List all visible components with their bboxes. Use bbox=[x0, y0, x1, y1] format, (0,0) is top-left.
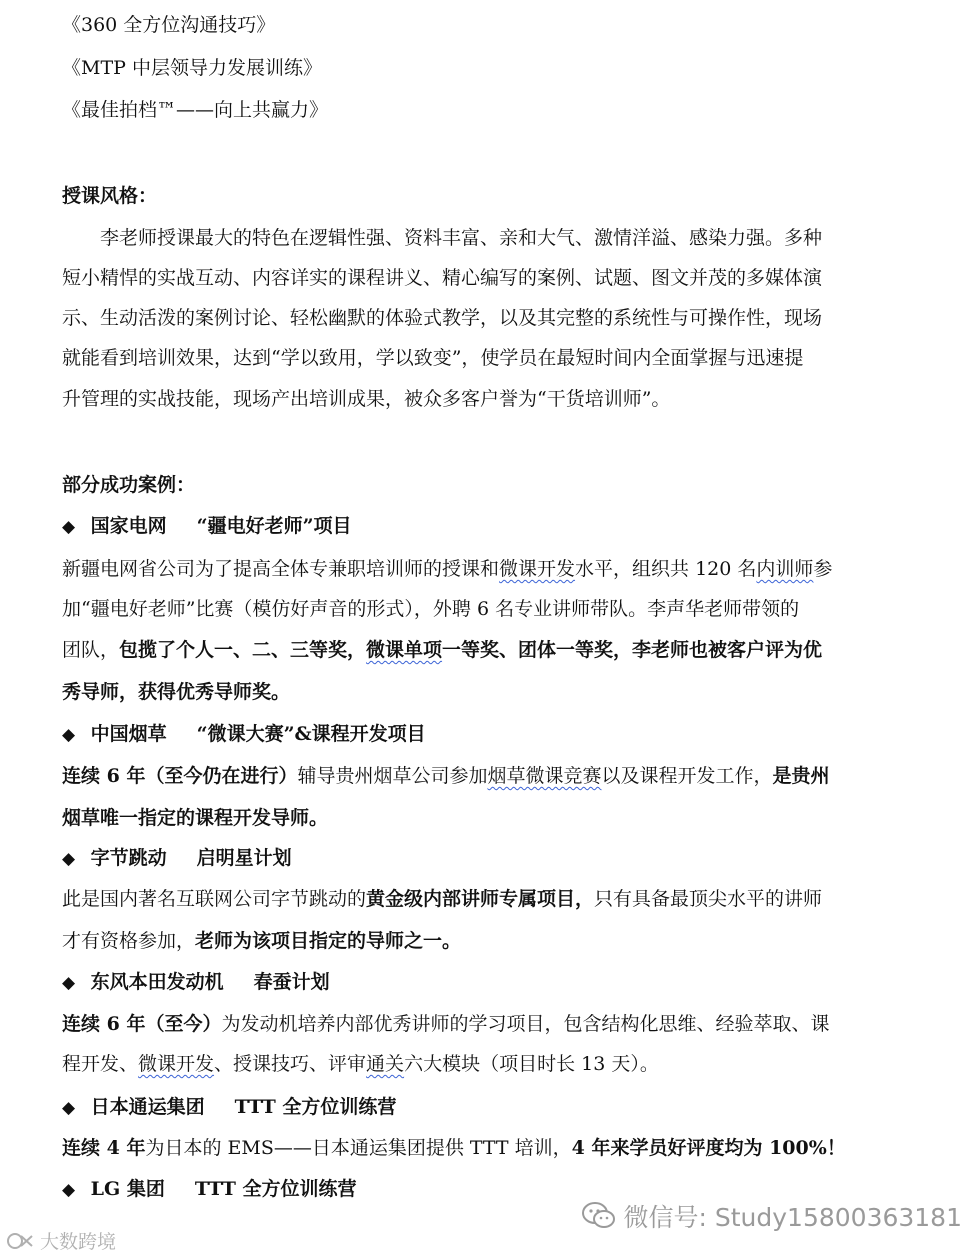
case-org: 东风本田发动机 bbox=[90, 971, 224, 993]
case-title bbox=[62, 721, 426, 748]
case-org: 国家电网 bbox=[90, 515, 167, 537]
section-heading-style: 授课风格： bbox=[62, 185, 158, 207]
text-run: 以及课程开发工作， bbox=[601, 765, 773, 787]
case-org: 字节跳动 bbox=[90, 847, 167, 869]
text-run: 此是国内著名互联网公司字节跳动的 bbox=[62, 888, 367, 910]
bold-text-run: 老师为该项目指定的导师之一。 bbox=[195, 930, 462, 952]
case-text-line bbox=[62, 556, 832, 582]
case-project: 启明星计划 bbox=[196, 847, 292, 869]
case-project: “微课大赛”&课程开发项目 bbox=[196, 723, 426, 745]
text-run: 团队， bbox=[62, 639, 120, 661]
case-text-line bbox=[62, 1135, 846, 1161]
case-project: TTT 全方位训练营 bbox=[194, 1178, 357, 1200]
diamond-bullet-icon: ◆ bbox=[62, 1098, 76, 1118]
case-title bbox=[62, 1176, 357, 1203]
case-title bbox=[62, 1094, 396, 1121]
spellcheck-word: 微课单项 bbox=[366, 639, 443, 661]
brand-text: 大数跨境 bbox=[40, 1231, 117, 1253]
logo-icon bbox=[6, 1230, 36, 1252]
diamond-bullet-icon: ◆ bbox=[62, 973, 76, 993]
text-run: 参 bbox=[813, 558, 833, 580]
case-text-line: 加“疆电好老师”比赛（模仿好声音的形式），外聘 6 名专业讲师带队。李声华老师带领的 bbox=[62, 598, 800, 620]
paragraph-line: 短小精悍的实战互动、内容详实的课程讲义、精心编写的案例、试题、图文并茂的多媒体演 bbox=[62, 267, 823, 289]
case-title bbox=[62, 513, 352, 540]
bold-text-run: 连续 6 年（至今） bbox=[62, 1013, 222, 1035]
case-title bbox=[62, 845, 292, 872]
diamond-bullet-icon: ◆ bbox=[62, 849, 76, 869]
course-item: 《最佳拍档™——向上共赢力》 bbox=[62, 99, 329, 121]
paragraph-line: 示、生动活泼的案例讨论、轻松幽默的体验式教学，以及其完整的系统性与可操作性，现场 bbox=[62, 307, 823, 329]
paragraph-line: 李老师授课最大的特色在逻辑性强、资料丰富、亲和大气、激情洋溢、感染力强。多种 bbox=[100, 227, 823, 249]
bold-text-run: 黄金级内部讲师专属项目， bbox=[366, 888, 595, 910]
spellcheck-word: 内训师 bbox=[756, 558, 814, 580]
spellcheck-word: 通关 bbox=[366, 1053, 405, 1075]
case-text-line bbox=[62, 1011, 829, 1037]
text-run: 水平，组织共 120 名 bbox=[575, 558, 757, 580]
case-org: 中国烟草 bbox=[90, 723, 167, 745]
text-run: 新疆电网省公司为了提高全体专兼职培训师的授课和 bbox=[62, 558, 500, 580]
course-item: 《MTP 中层领导力发展训练》 bbox=[62, 57, 322, 79]
text-run: 、授课技巧、评审 bbox=[214, 1053, 367, 1075]
case-text-line bbox=[62, 763, 830, 789]
bold-text-run: 是贵州 bbox=[772, 765, 830, 787]
section-heading-cases: 部分成功案例： bbox=[62, 474, 196, 496]
diamond-bullet-icon: ◆ bbox=[62, 1180, 76, 1200]
text-run: 为发动机培养内部优秀讲师的学习项目，包含结构化思维、经验萃取、课 bbox=[221, 1013, 830, 1035]
text-run: 六大模块（项目时长 13 天）。 bbox=[404, 1053, 659, 1075]
bold-text-run: 连续 4 年 bbox=[62, 1137, 146, 1159]
case-org: LG 集团 bbox=[90, 1178, 165, 1200]
wechat-id-text: 微信号: Study15800363181 bbox=[623, 1203, 962, 1232]
text-run: 只有具备最顶尖水平的讲师 bbox=[594, 888, 823, 910]
spellcheck-word: 微课开发 bbox=[499, 558, 576, 580]
bold-text-run: 4 年来学员好评度均为 100%！ bbox=[571, 1137, 846, 1159]
text-run: 辅导贵州烟草公司参加 bbox=[297, 765, 488, 787]
case-project: 春蚕计划 bbox=[253, 971, 330, 993]
case-title bbox=[62, 969, 330, 996]
case-project: “疆电好老师”项目 bbox=[196, 515, 352, 537]
case-text-line bbox=[62, 1051, 659, 1077]
case-org: 日本通运集团 bbox=[90, 1096, 205, 1118]
diamond-bullet-icon: ◆ bbox=[62, 725, 76, 745]
case-text-line: 秀导师，获得优秀导师奖。 bbox=[62, 681, 291, 703]
wechat-watermark bbox=[581, 1198, 962, 1234]
bold-text-run: 包揽了个人一、二、三等奖， bbox=[119, 639, 367, 661]
brand-watermark bbox=[6, 1227, 116, 1254]
paragraph-line: 升管理的实战技能，现场产出培训成果，被众多客户誉为“干货培训师”。 bbox=[62, 388, 671, 410]
case-text-line bbox=[62, 637, 822, 663]
wechat-icon bbox=[581, 1201, 617, 1231]
paragraph-line: 就能看到培训效果，达到“学以致用，学以致变”，使学员在最短时间内全面掌握与迅速提 bbox=[62, 347, 804, 369]
course-item: 《360 全方位沟通技巧》 bbox=[62, 14, 276, 36]
case-text-line bbox=[62, 928, 461, 954]
spellcheck-word: 微课开发 bbox=[138, 1053, 215, 1075]
bold-text-run: 连续 6 年（至今仍在进行） bbox=[62, 765, 298, 787]
case-text-line bbox=[62, 886, 822, 912]
spellcheck-word: 烟草微课竞赛 bbox=[487, 765, 602, 787]
text-run: 才有资格参加， bbox=[62, 930, 196, 952]
case-project: TTT 全方位训练营 bbox=[234, 1096, 397, 1118]
bold-text-run: 一等奖、团体一等奖，李老师也被客户评为优 bbox=[442, 639, 823, 661]
text-run: 为日本的 EMS——日本通运集团提供 TTT 培训， bbox=[145, 1137, 572, 1159]
case-text-line: 烟草唯一指定的课程开发导师。 bbox=[62, 807, 329, 829]
text-run: 程开发、 bbox=[62, 1053, 139, 1075]
diamond-bullet-icon: ◆ bbox=[62, 517, 76, 537]
